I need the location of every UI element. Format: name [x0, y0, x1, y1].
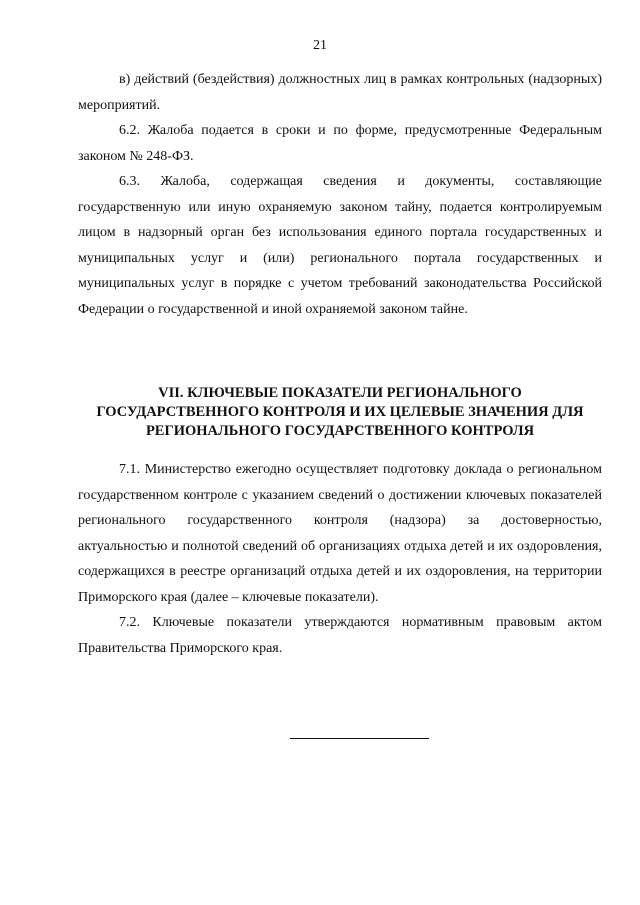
paragraph-6-3: 6.3. Жалоба, содержащая сведения и документы, составляющие государственную или иную охраняемую законом тайну, подается контролируемым лицом в надзорный орган без использования единого портала государственных и муниципальных услуг и (или) регионального портала государственных и муниципальных услуг в порядке с учетом требований законодательства Российской Федерации о государственной и иной охраняемой законом тайне.: [78, 174, 602, 317]
end-rule: [290, 738, 429, 739]
paragraph-6-1-c: в) действий (бездействия) должностных лиц в рамках контрольных (надзорных) мероприятий.: [78, 72, 602, 113]
section-heading-line-1: VII. КЛЮЧЕВЫЕ ПОКАЗАТЕЛИ РЕГИОНАЛЬНОГО: [158, 385, 522, 401]
body-text-top: [78, 67, 602, 322]
section-heading-line-3: РЕГИОНАЛЬНОГО ГОСУДАРСТВЕННОГО КОНТРОЛЯ: [145, 423, 535, 439]
page-number: 21: [313, 38, 327, 53]
section-heading: [78, 384, 602, 441]
paragraph-7-2: 7.2. Ключевые показатели утверждаются нормативным правовым актом Правительства Приморского края.: [78, 615, 602, 656]
body-text-bottom: [78, 457, 602, 661]
paragraph-6-2: 6.2. Жалоба подается в сроки и по форме, предусмотренные Федеральным законом № 248-ФЗ.: [78, 123, 602, 164]
section-heading-line-2: ГОСУДАРСТВЕННОГО КОНТРОЛЯ И ИХ ЦЕЛЕВЫЕ ЗНАЧЕНИЯ ДЛЯ: [96, 404, 584, 420]
paragraph-7-1: 7.1. Министерство ежегодно осуществляет подготовку доклада о региональном государственном контроле с указанием сведений о достижении ключевых показателей регионального государственного контроля (надзора) за достоверностью, актуальностью и полнотой сведений об организациях отдыха детей и их оздоровления, содержащихся в реестре организаций отдыха детей и их оздоровления, на территории Приморского края (далее – ключевые показатели).: [78, 462, 602, 605]
